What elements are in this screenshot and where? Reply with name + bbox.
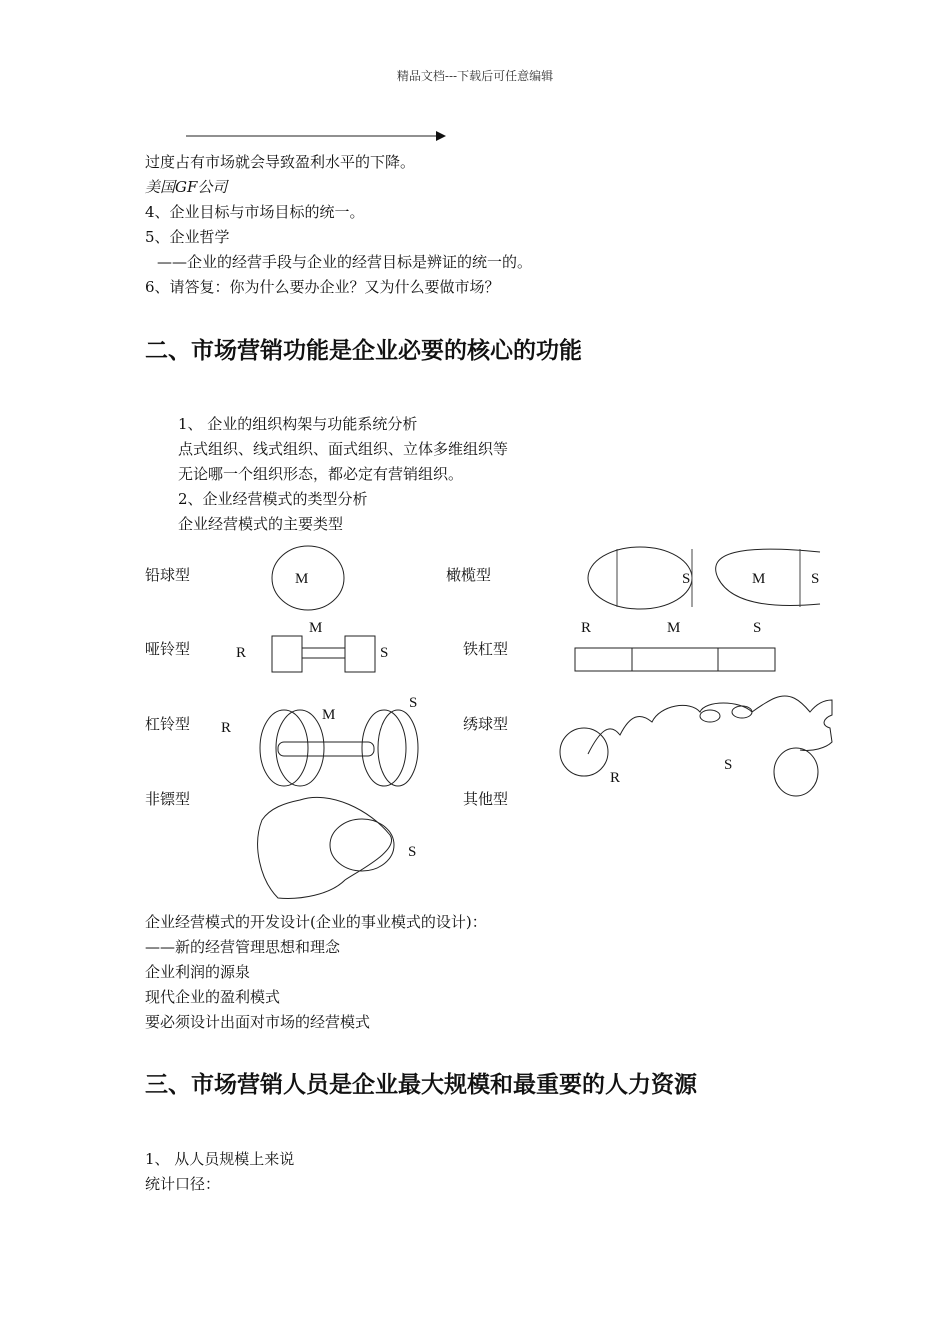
barbell-shape [221, 695, 418, 786]
section2-item-2: 点式组织、线式组织、面式组织、立体多维组织等 [178, 440, 509, 458]
after-line-4: 现代企业的盈利模式 [145, 988, 281, 1006]
iron-bar-s: S [753, 620, 762, 636]
after-line-3: 企业利润的源泉 [145, 963, 251, 981]
section2-item-5: 企业经营模式的主要类型 [178, 515, 344, 533]
model-label-iron-bar: 铁杠型 [463, 640, 509, 658]
iron-bar-r: R [581, 620, 592, 636]
section3-item-1: 1、 从人员规模上来说 [145, 1150, 295, 1168]
arrow-head-icon [436, 131, 446, 141]
after-line-2: ——新的经营管理思想和理念 [145, 938, 341, 956]
after-line-5: 要必须设计出面对市场的经营模式 [145, 1013, 371, 1031]
dumbbell-r: R [236, 645, 247, 661]
section2-item-3: 无论哪一个组织形态，都必定有营销组织。 [178, 465, 464, 483]
model-label-shot-put: 铅球型 [145, 566, 191, 584]
dumbbell-shape [236, 620, 388, 672]
dumbbell-s: S [380, 645, 389, 661]
intro-line-1: 过度占有市场就会导致盈利水平的下降。 [145, 153, 416, 171]
model-label-other: 其他型 [463, 790, 509, 808]
barbell-m: M [322, 707, 336, 723]
section2-item-4: 2、企业经营模式的类型分析 [178, 490, 368, 508]
olive-s1: S [682, 571, 691, 587]
intro-line-5: ——企业的经营手段与企业的经营目标是辨证的统一的。 [157, 253, 533, 271]
embroidered-ball-shape [560, 696, 832, 796]
olive-s2: S [811, 571, 820, 587]
section3-title: 三、市场营销人员是企业最大规模和最重要的人力资源 [145, 1072, 697, 1098]
model-label-dart: 非镖型 [145, 790, 191, 808]
barbell-s: S [409, 695, 418, 711]
model-label-dumbbell: 哑铃型 [145, 640, 191, 658]
intro-line-3: 4、企业目标与市场目标的统一。 [145, 203, 365, 221]
dart-shape [258, 797, 417, 898]
olive-m: M [752, 571, 766, 587]
section2-title: 二、市场营销功能是企业必要的核心的功能 [145, 338, 582, 364]
after-line-1: 企业经营模式的开发设计(企业的事业模式的设计)： [145, 913, 487, 931]
page-header: 精品文档---下载后可任意编辑 [396, 69, 554, 83]
iron-bar-m: M [667, 620, 681, 636]
dart-s: S [408, 844, 417, 860]
model-label-embroidered-ball: 绣球型 [463, 715, 509, 733]
ball-s: S [724, 757, 733, 773]
section2-item-1: 1、 企业的组织构架与功能系统分析 [178, 415, 418, 433]
model-label-barbell: 杠铃型 [145, 715, 191, 733]
model-label-olive: 橄榄型 [446, 566, 492, 584]
section3-item-2: 统计口径： [145, 1175, 221, 1193]
shot-put-m: M [295, 571, 309, 587]
intro-line-2: 美国GF公司 [145, 178, 228, 196]
dumbbell-m: M [309, 620, 323, 636]
intro-line-6: 6、请答复：你为什么要办企业？又为什么要做市场？ [145, 278, 500, 296]
olive-shape [588, 547, 820, 609]
ball-r: R [610, 770, 621, 786]
intro-line-4: 5、企业哲学 [145, 228, 230, 246]
iron-bar-shape [575, 620, 775, 671]
barbell-r: R [221, 720, 232, 736]
